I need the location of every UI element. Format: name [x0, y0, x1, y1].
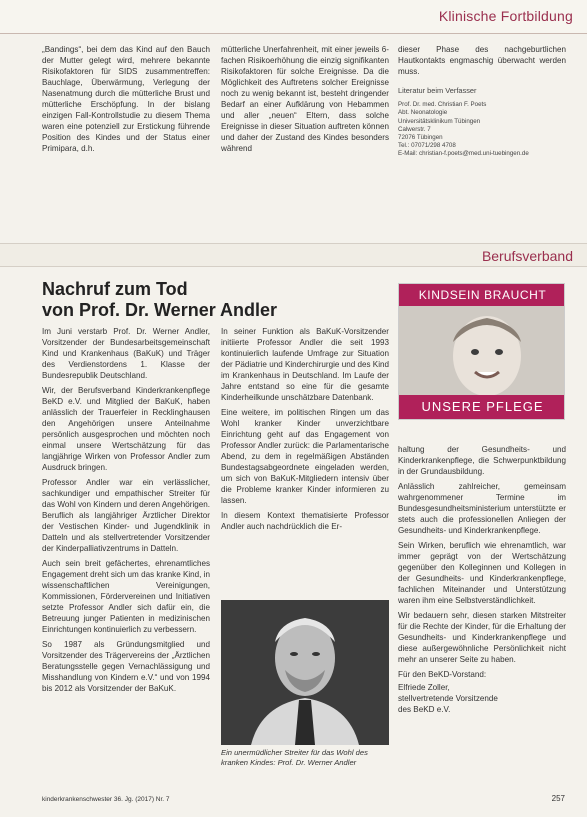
top-column-1 [42, 44, 210, 156]
title-line: von Prof. Dr. Werner Andler [42, 300, 278, 320]
campaign-banner [398, 283, 565, 420]
address-line: Universitätsklinikum Tübingen [398, 117, 481, 125]
section-bar [0, 243, 587, 267]
portrait-photo [221, 600, 389, 745]
article-title [42, 279, 362, 321]
paragraph: dieser Phase des nachgeburtlichen Hautkontakts engmaschig überwacht werden muss. [398, 45, 566, 76]
top-column-3 [398, 44, 566, 159]
section-label: Berufsverband [481, 248, 573, 264]
address-line: Tel.: 07071/298 4708 [398, 142, 456, 150]
signature [398, 682, 566, 715]
signature-line: stellvertretende Vorsitzende [398, 694, 498, 703]
header-category: Klinische Fortbildung [438, 8, 573, 24]
paragraph: Sein Wirken, beruflich wie ehrenamtlich, war immer geprägt von der Wertschätzung gegenüber den Kolleginnen und Kollegen in der Gesundheits- und Kinderkrankenpflege, fachlichen Miteinander und Unterstützung waren ihm eine Selbstverständlichkeit. [398, 541, 566, 605]
child-photo [399, 306, 565, 397]
address-title: Literatur beim Verfasser [398, 86, 477, 95]
title-line: Nachruf zum Tod [42, 279, 188, 299]
address-line: Calwerstr. 7 [398, 125, 431, 133]
top-column-2 [221, 44, 389, 156]
page-number: 257 [551, 794, 565, 803]
article-column-2 [221, 326, 389, 534]
address-line: 72076 Tübingen [398, 134, 443, 142]
paragraph: Für den BeKD-Vorstand: [398, 670, 487, 679]
paragraph: So 1987 als Gründungsmitglied und Vorsitzender des Trägervereins der „Ärztlichen Beratungsstelle gegen Vernachlässigung und Misshandlung von Kindern e.V.“ und von 1994 bis 2012 als Vorsitzender der BaKuK. [42, 640, 210, 693]
footer-journal: kinderkrankenschwester 36. Jg. (2017) Nr. 7 [42, 796, 170, 803]
paragraph: Im Juni verstarb Prof. Dr. Werner Andler, Vorsitzender der Bundesarbeitsgemeinschaft Kind und Krankenhaus (BaKuK) und Träger des Verdienstordens 1. Klasse der Bundesrepublik Deutschland. [42, 327, 210, 380]
paragraph: „Bandings“, bei dem das Kind auf den Bauch der Mutter gelegt wird, mehrere bekannte Risikofaktoren für SIDS zusammentreffen: Bauchlage, Überwärmung, Verlegung der Nasenatmung durch die mütterliche Brust und mütterliche Erschöpfung. In der bislang einzigen Fall-Kontrollstudie zu diesem Thema waren eine potenziell zur Erstickung führende Position des Kindes und der Status einer Primipara, d.h. [42, 45, 210, 153]
photo-caption: Ein unermüdlicher Streiter für das Wohl des kranken Kindes: Prof. Dr. Werner Andler [221, 748, 368, 767]
banner-top-text: KINDSEIN BRAUCHT [399, 284, 565, 306]
signature-line: des BeKD e.V. [398, 705, 451, 714]
signature-line: Elfriede Zoller, [398, 683, 450, 692]
author-address [398, 87, 566, 159]
paragraph: mütterliche Unerfahrenheit, mit einer jeweils 6-fachen Risikoerhöhung die einzig signifikanten Risikofaktoren für solche Ereignisse. Da die Möglichkeit des Auftretens solcher Ereignisse noch zu wenig bekannt ist, besteht dringender Bedarf an einer Aufklärung von Hebammen und aller „neuen“ Eltern, dass solche Ereignisse in dieser Situation auftreten können und daher der Zustand des Kindes besonders während [221, 45, 389, 153]
paragraph: In seiner Funktion als BaKuK-Vorsitzender initiierte Professor Andler die seit 1993 kontinuierlich laufende Umfrage zur Situation der Pädiatrie und Kinderchirurgie und des Kind im Krankenhaus in Deutschland. Im Laufe der Jahre entstand so eine für die gesamte Kinderheilkunde unschätzbare Datenbank. [221, 327, 389, 402]
address-line: E-Mail: christian-f.poets@med.uni-tuebingen.de [398, 150, 529, 158]
banner-bottom-text: UNSERE PFLEGE [399, 395, 565, 419]
paragraph: Wir, der Berufsverband Kinderkrankenpflege BeKD e.V. und Mitglied der BaKuK, haben anlässlich der Trauerfeier in Recklinghausen den Angehörigen unsere Anteilnahme persönlich ausgesprochen und möchten noch einmal unsere Wertschätzung für das langjährige Wirken von Professor Andler zum Ausdruck bringen. [42, 386, 210, 472]
paragraph: Auch sein breit gefächertes, ehrenamtliches Engagement dreht sich um das kranke Kind, in wissenschaftlichen Vereinigungen, Kommissionen, Fördervereinen und Initiativen setzte Professor Andler sich dafür ein, die Betreuung junger Patienten in medizinischen Einrichtungen kontinuierlich zu verbessern. [42, 559, 210, 634]
paragraph: Professor Andler war ein verlässlicher, sachkundiger und empathischer Streiter für das Wohl von Kindern und deren Angehörigen. Beruflich als langjähriger Ärztlicher Direktor der Vestischen Kinder- und Jugendklinik in Datteln und als stellvertretender Vorsitzender der Kinderpalliativzentrums in Datteln. [42, 478, 210, 553]
paragraph: In diesem Kontext thematisierte Professor Andler auch nachdrücklich die Er- [221, 511, 389, 531]
header-bar [0, 0, 587, 34]
paragraph: Eine weitere, im politischen Ringen um das Wohl kranker Kinder unverzichtbare Einrichtung geht auf das Engagement von Professor Andler zurück: die Parlamentarische Abend, zu dem in regelmäßigen Abständen Bundestagsabgeordnete eingeladen werden, um sich von BaKuK-Mitgliedern intensiv über die Probleme kranker Kinder informieren zu lassen. [221, 408, 389, 505]
paragraph: haltung der Gesundheits- und Kinderkrankenpflege, die Schwerpunktbildung in der Grundausbildung. [398, 445, 566, 476]
article-column-1 [42, 326, 210, 696]
child-face-image [399, 306, 565, 397]
paragraph: Anlässlich zahlreicher, gemeinsam wahrgenommener Termine im Bundesgesundheitsministerium unterstützte er stets auch die professionellen Anliegen der Gesundheits- und Kinderkrankenpflege. [398, 482, 566, 535]
portrait-image [221, 600, 389, 745]
address-line: Prof. Dr. med. Christian F. Poets [398, 101, 487, 109]
article-column-3 [398, 444, 566, 715]
paragraph: Wir bedauern sehr, diesen starken Mitstreiter für die Rechte der Kinder, für die Erhaltung der Gesundheits- und Kinderkrankenpflege und diese außergewöhnliche Persönlichkeit nicht mehr an unserer Seite zu haben. [398, 611, 566, 664]
address-line: Abt. Neonatologie [398, 109, 448, 117]
